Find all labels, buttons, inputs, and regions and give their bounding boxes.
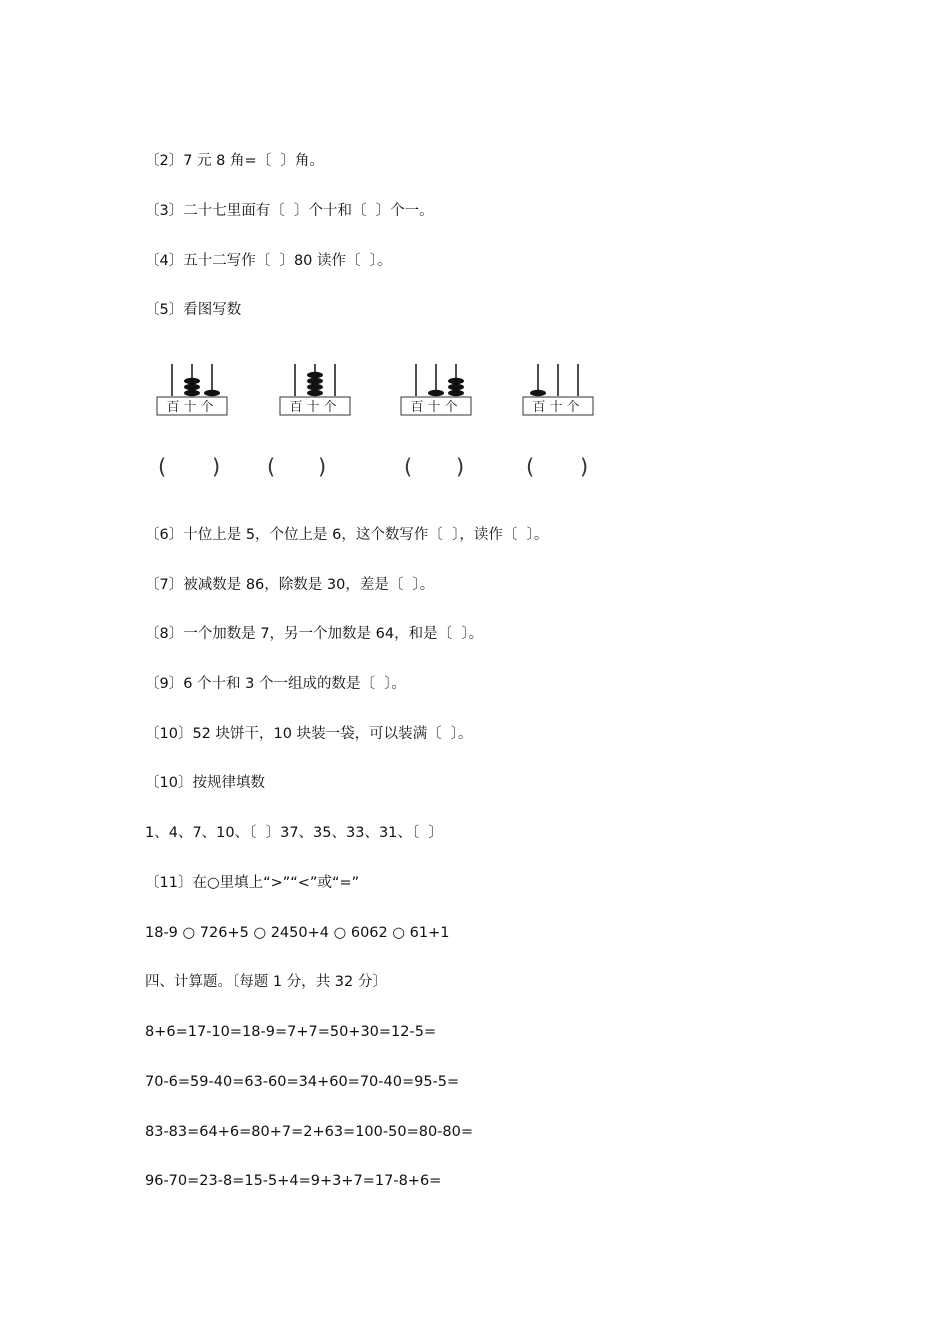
abacus-bead-tens [307, 372, 323, 378]
question-3: 〔3〕二十七里面有〔 〕个十和〔 〕个一。 [145, 203, 434, 219]
blank-open-paren: ( [404, 455, 413, 479]
abacus-bead-tens [184, 384, 200, 390]
calc-row-3: 83-83=64+6=80+7=2+63=100-50=80-80= [145, 1124, 473, 1140]
abacus-bead-tens [307, 378, 323, 384]
comparison-row: 18-9 ○ 726+5 ○ 2450+4 ○ 6062 ○ 61+1 [145, 925, 450, 941]
blank-open-paren: ( [158, 455, 167, 479]
abacus-place-label: 百十个 [289, 400, 341, 415]
blank-close-paren: ) [318, 455, 327, 479]
question-9: 〔9〕6 个十和 3 个一组成的数是〔 〕。 [145, 676, 406, 692]
abacus-bead-tens [307, 390, 323, 396]
question-6: 〔6〕十位上是 5，个位上是 6，这个数写作〔 〕，读作〔 〕。 [145, 527, 549, 543]
abacus-bead-ones [448, 378, 464, 384]
abacus-svg [521, 360, 595, 418]
calc-row-2: 70-6=59-40=63-60=34+60=70-40=95-5= [145, 1074, 460, 1090]
abacus-figure [399, 360, 473, 418]
question-8: 〔8〕一个加数是 7，另一个加数是 64，和是〔 〕。 [145, 626, 484, 642]
abacus-bead-tens [184, 378, 200, 384]
question-10-cookies: 〔10〕52 块饼干，10 块装一袋，可以装满〔 〕。 [145, 726, 473, 742]
question-5: 〔5〕看图写数 [145, 302, 242, 318]
abacus-place-label: 百十个 [166, 400, 218, 415]
abacus-bead-ones [448, 390, 464, 396]
abacus-svg [278, 360, 352, 418]
abacus-figure [155, 360, 229, 418]
abacus-figure [521, 360, 595, 418]
abacus-bead-tens [184, 390, 200, 396]
abacus-figures [155, 360, 615, 420]
blank-close-paren: ) [456, 455, 465, 479]
abacus-bead-hundreds [530, 390, 546, 396]
abacus-bead-tens [428, 390, 444, 396]
blank-open-paren: ( [267, 455, 276, 479]
abacus-figure [278, 360, 352, 418]
blank-close-paren: ) [212, 455, 221, 479]
question-2: 〔2〕7 元 8 角=〔 〕角。 [145, 153, 324, 169]
abacus-place-label: 百十个 [410, 400, 462, 415]
question-10-pattern: 〔10〕按规律填数 [145, 775, 265, 791]
blank-open-paren: ( [526, 455, 535, 479]
abacus-svg [399, 360, 473, 418]
answer-blanks [0, 455, 950, 485]
question-11: 〔11〕在○里填上“>”“<”或“=” [145, 875, 360, 891]
abacus-bead-tens [307, 384, 323, 390]
section-4-heading: 四、计算题。〔每题 1 分，共 32 分〕 [145, 974, 387, 990]
calc-row-1: 8+6=17-10=18-9=7+7=50+30=12-5= [145, 1024, 437, 1040]
abacus-place-label: 百十个 [532, 400, 584, 415]
question-4: 〔4〕五十二写作〔 〕80 读作〔 〕。 [145, 253, 392, 269]
abacus-svg [155, 360, 229, 418]
number-sequence: 1、4、7、10、〔 〕37、35、33、31、〔 〕 [145, 825, 443, 841]
calc-row-4: 96-70=23-8=15-5+4=9+3+7=17-8+6= [145, 1173, 442, 1189]
blank-close-paren: ) [580, 455, 589, 479]
abacus-bead-ones [204, 390, 220, 396]
question-7: 〔7〕被减数是 86，除数是 30，差是〔 〕。 [145, 577, 435, 593]
abacus-bead-ones [448, 384, 464, 390]
